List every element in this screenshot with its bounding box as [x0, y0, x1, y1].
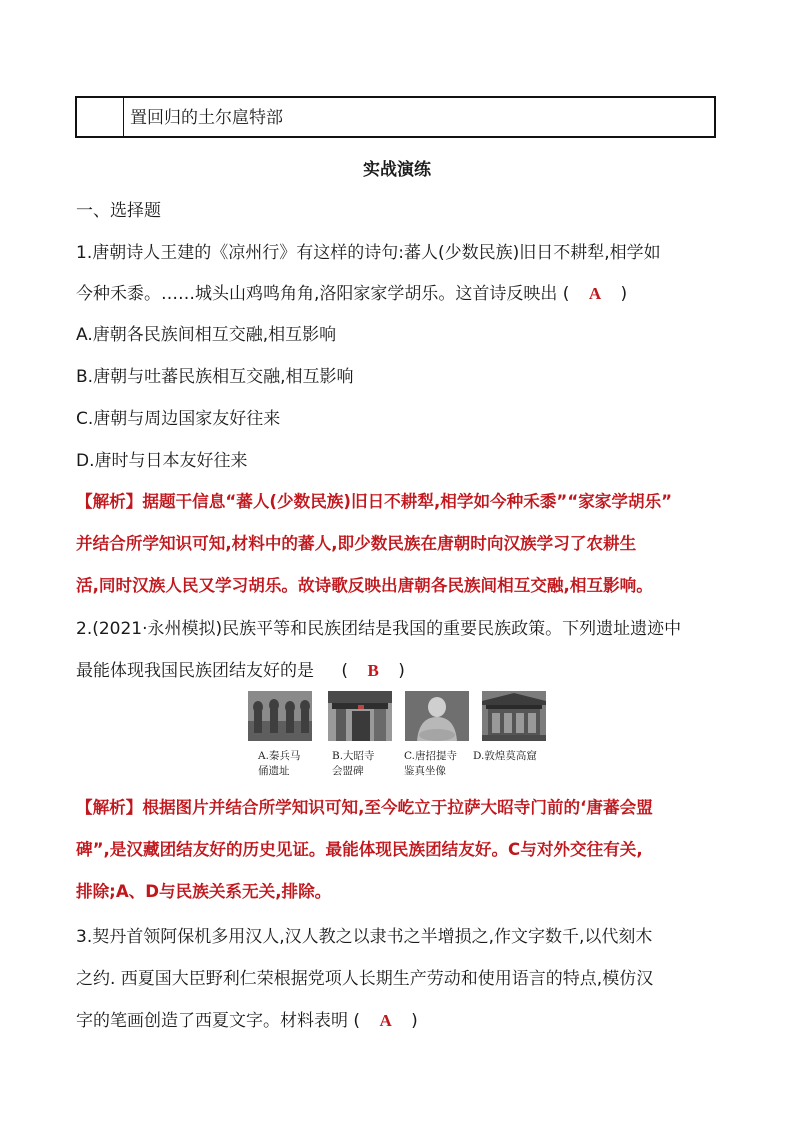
tang-tibet-stele-photo	[328, 691, 392, 741]
q2-stem-text: 最能体现我国民族团结友好的是	[76, 661, 314, 681]
q1-option-d: D.唐时与日本友好往来	[76, 451, 248, 471]
q1-analysis-line2: 并结合所学知识可知,材料中的蕃人,即少数民族在唐朝时向汉族学习了农耕生	[76, 534, 637, 553]
q2-answer: B	[367, 661, 379, 680]
q1-option-b: B.唐朝与吐蕃民族相互交融,相互影响	[76, 367, 354, 387]
q3-answer: A	[379, 1011, 392, 1030]
q1-close-paren: )	[620, 284, 628, 304]
part-heading: 一、选择题	[76, 201, 161, 221]
caption-d: D.敦煌莫高窟	[473, 750, 537, 762]
table-cell-empty	[77, 98, 124, 136]
q3-stem-line1: 3.契丹首领阿保机多用汉人,汉人教之以隶书之半增损之,作文字数千,以代刻木	[76, 927, 653, 947]
q2-analysis-line1: 【解析】根据图片并结合所学知识可知,至今屹立于拉萨大昭寺门前的‘唐蕃会盟	[76, 798, 653, 817]
q2-close-paren: )	[398, 661, 405, 681]
q1-answer: A	[588, 284, 602, 303]
q3-stem-text: 字的笔画创造了西夏文字。材料表明 (	[76, 1011, 361, 1031]
top-table	[75, 96, 716, 138]
section-title: 实战演练	[363, 160, 431, 180]
terracotta-warriors-photo	[248, 691, 312, 741]
q1-analysis-line1: 【解析】据题干信息“蕃人(少数民族)旧日不耕犁,相学如今种禾黍”“家家学胡乐”	[76, 492, 673, 511]
caption-c: C.唐招提寺 鉴真坐像	[404, 750, 457, 777]
q1-stem-text: 今种禾黍。……城头山鸡鸣角角,洛阳家家学胡乐。这首诗反映出 (	[76, 284, 570, 304]
q1-stem-line2	[76, 279, 627, 304]
caption-b: B.大昭寺 会盟碑	[332, 750, 375, 777]
q1-option-a: A.唐朝各民族间相互交融,相互影响	[76, 325, 337, 345]
q2-stem-line2	[76, 656, 405, 681]
q3-stem-line2: 之约. 西夏国大臣野利仁荣根据党项人长期生产劳动和使用语言的特点,模仿汉	[76, 969, 654, 989]
jianzhen-statue-photo	[405, 691, 469, 741]
q2-analysis-line2: 碑”,是汉藏团结友好的历史见证。最能体现民族团结友好。C与对外交往有关,	[76, 840, 643, 859]
q2-stem-line1: 2.(2021·永州模拟)民族平等和民族团结是我国的重要民族政策。下列遗址遗迹中	[76, 619, 682, 639]
q3-stem-line3	[76, 1006, 418, 1031]
q1-analysis-line3: 活,同时汉族人民又学习胡乐。故诗歌反映出唐朝各民族间相互交融,相互影响。	[76, 576, 653, 595]
q3-close-paren: )	[411, 1011, 418, 1031]
caption-a: A.秦兵马 俑遗址	[258, 750, 301, 777]
mogao-caves-photo	[482, 691, 546, 741]
q2-analysis-line3: 排除;A、D与民族关系无关,排除。	[76, 882, 332, 901]
q1-option-c: C.唐朝与周边国家友好往来	[76, 409, 281, 429]
q2-open-paren: (	[341, 661, 349, 681]
q1-stem-line1: 1.唐朝诗人王建的《凉州行》有这样的诗句:蕃人(少数民族)旧日不耕犁,相学如	[76, 243, 661, 263]
table-cell-text: 置回归的土尔扈特部	[130, 108, 283, 128]
q2-image-options	[248, 691, 548, 785]
